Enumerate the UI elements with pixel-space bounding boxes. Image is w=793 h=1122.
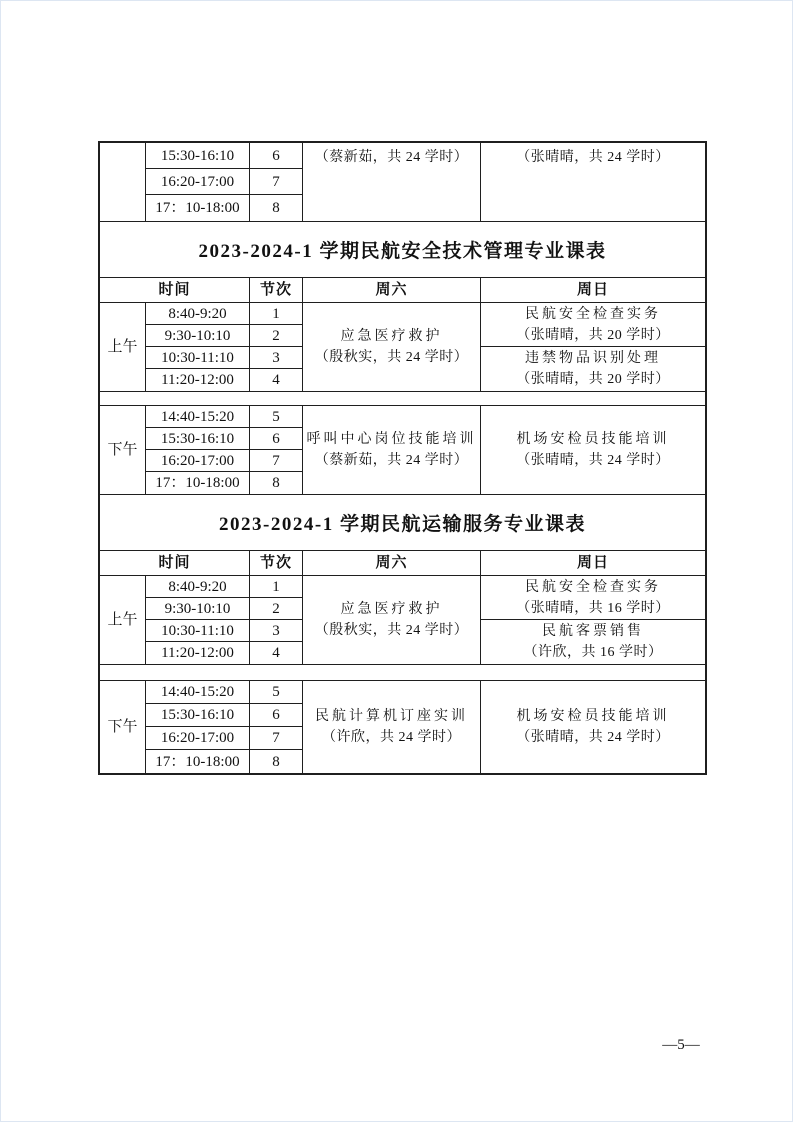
time-cell: 9:30-10:10: [146, 598, 250, 620]
course-name: 民航客票销售: [542, 624, 644, 639]
period-cell: 3: [250, 347, 303, 369]
period-cell: 4: [250, 642, 303, 664]
period-cell: 8: [250, 750, 303, 773]
session-label-morning: 上午: [100, 303, 146, 391]
time-cell: 15:30-16:10: [146, 704, 250, 727]
table2-afternoon: [100, 681, 705, 773]
header-saturday: 周六: [303, 278, 481, 303]
period-cell: 7: [250, 169, 303, 195]
time-cell: 16:20-17:00: [146, 169, 250, 195]
course-teacher-note: （殷秋实，共 24 学时）: [314, 623, 469, 638]
course-name: 应急医疗救护: [340, 329, 443, 344]
course-name: 民航计算机订座实训: [315, 709, 468, 724]
sunday-course-cell-second: [481, 620, 705, 664]
saturday-course-note: （蔡新茹，共 24 学时）: [303, 143, 481, 221]
time-cell: 16:20-17:00: [146, 450, 250, 472]
separator-row: [100, 392, 705, 406]
table1-afternoon: [100, 406, 705, 495]
saturday-course-cell: [303, 576, 481, 664]
period-cell: 6: [250, 143, 303, 169]
header-time: 时间: [100, 278, 250, 303]
time-cell: 11:20-12:00: [146, 642, 250, 664]
header-sunday: 周日: [481, 278, 705, 303]
header-sunday: 周日: [481, 551, 705, 576]
schedule-tables-block: [98, 141, 707, 775]
table1-morning: [100, 278, 705, 392]
period-cell: 7: [250, 450, 303, 472]
page-number: —5—: [662, 1037, 700, 1053]
time-cell: 17：10-18:00: [146, 472, 250, 494]
period-cell: 6: [250, 704, 303, 727]
time-cell: 8:40-9:20: [146, 303, 250, 325]
course-teacher-note: （许欣，共 16 学时）: [523, 645, 663, 660]
header-period: 节次: [250, 551, 303, 576]
course-teacher-note: （许欣，共 24 学时）: [322, 730, 461, 745]
period-cell: 5: [250, 406, 303, 428]
table2-morning: [100, 551, 705, 665]
course-teacher-note: （殷秋实，共 24 学时）: [314, 350, 469, 365]
session-label-cell-empty: [100, 143, 146, 221]
time-cell: 15:30-16:10: [146, 143, 250, 169]
period-cell: 3: [250, 620, 303, 642]
table2-title: 2023-2024-1 学期民航运输服务专业课表: [100, 495, 705, 551]
course-teacher-note: （张晴晴，共 24 学时）: [516, 730, 670, 745]
course-name: 违禁物品识别处理: [525, 351, 661, 366]
period-cell: 8: [250, 195, 303, 221]
course-teacher-note: （张晴晴，共 20 学时）: [516, 327, 670, 343]
period-cell: 2: [250, 325, 303, 347]
time-cell: 15:30-16:10: [146, 428, 250, 450]
course-name: 民航安全检查实务: [525, 306, 661, 322]
sunday-course-cell: [481, 406, 705, 494]
session-label-afternoon: 下午: [100, 406, 146, 494]
header-saturday: 周六: [303, 551, 481, 576]
separator-row: [100, 665, 705, 681]
time-cell: 11:20-12:00: [146, 369, 250, 391]
period-cell: 5: [250, 681, 303, 704]
course-teacher-note: （张晴晴，共 24 学时）: [516, 453, 670, 468]
course-name: 呼叫中心岗位技能培训: [306, 432, 477, 447]
period-cell: 1: [250, 303, 303, 325]
course-teacher-note: （张晴晴，共 16 学时）: [516, 600, 670, 616]
period-cell: 4: [250, 369, 303, 391]
time-cell: 14:40-15:20: [146, 406, 250, 428]
time-cell: 16:20-17:00: [146, 727, 250, 750]
sunday-course-note: （张晴晴，共 24 学时）: [516, 150, 670, 165]
course-name: 机场安检员技能培训: [516, 709, 670, 724]
period-cell: 2: [250, 598, 303, 620]
time-cell: 17：10-18:00: [146, 750, 250, 773]
header-time: 时间: [100, 551, 250, 576]
sunday-course-cell-first: [481, 576, 705, 620]
saturday-course-cell: [303, 406, 481, 494]
saturday-course-cell: [303, 303, 481, 391]
course-name: 民航安全检查实务: [525, 579, 661, 595]
time-cell: 8:40-9:20: [146, 576, 250, 598]
session-label-afternoon: 下午: [100, 681, 146, 773]
table1-title: 2023-2024-1 学期民航安全技术管理专业课表: [100, 222, 705, 278]
header-period: 节次: [250, 278, 303, 303]
course-name: 机场安检员技能培训: [516, 432, 670, 447]
session-label-morning: 上午: [100, 576, 146, 664]
time-cell: 10:30-11:10: [146, 347, 250, 369]
period-cell: 7: [250, 727, 303, 750]
period-cell: 6: [250, 428, 303, 450]
time-cell: 10:30-11:10: [146, 620, 250, 642]
saturday-course-cell: [303, 681, 481, 773]
sunday-course-cell-first: [481, 303, 705, 347]
period-cell: 8: [250, 472, 303, 494]
time-cell: 17：10-18:00: [146, 195, 250, 221]
time-cell: 14:40-15:20: [146, 681, 250, 704]
course-name: 应急医疗救护: [340, 602, 443, 617]
time-cell: 9:30-10:10: [146, 325, 250, 347]
course-teacher-note: （张晴晴，共 20 学时）: [516, 372, 670, 387]
period-cell: 1: [250, 576, 303, 598]
continued-table-fragment: [100, 143, 705, 222]
sunday-course-cell: [481, 681, 705, 773]
course-teacher-note: （蔡新茹，共 24 学时）: [314, 453, 469, 468]
sunday-course-cell-second: [481, 347, 705, 391]
